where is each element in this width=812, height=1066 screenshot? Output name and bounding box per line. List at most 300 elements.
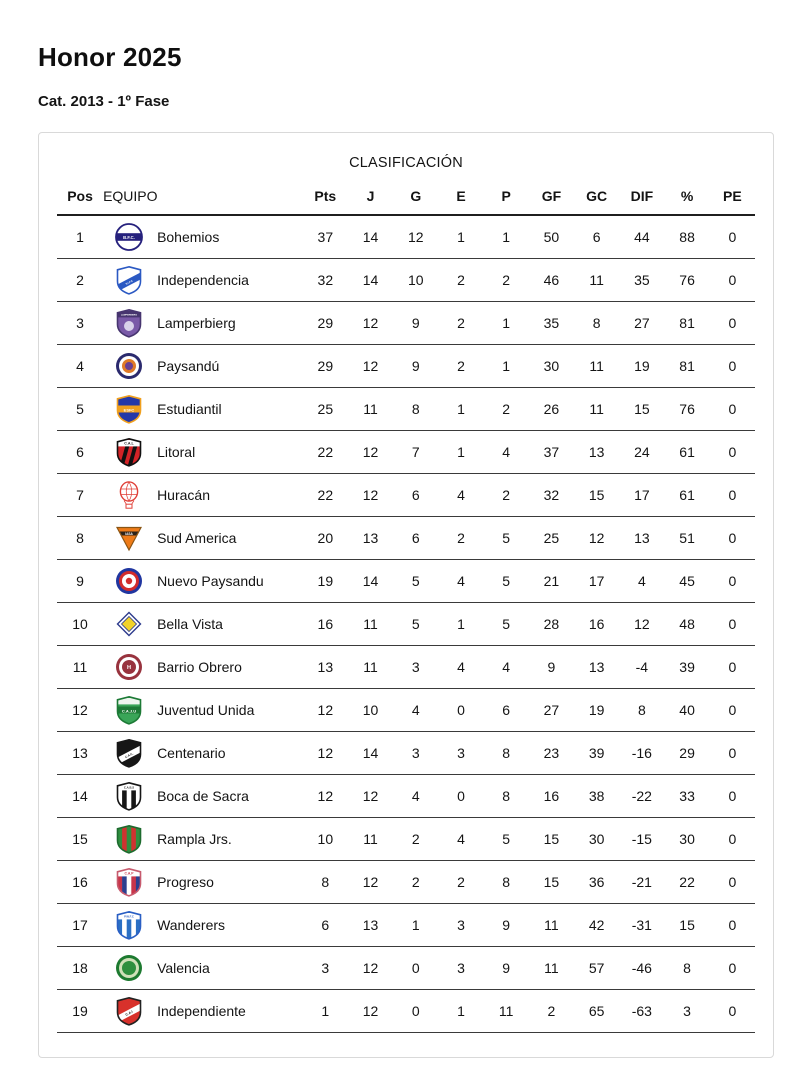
table-row (57, 947, 755, 990)
position-cell: 10 (57, 603, 103, 646)
stat-cell: 2 (438, 517, 483, 560)
stat-cell: 6 (393, 474, 438, 517)
stat-cell: -15 (619, 818, 664, 861)
stat-cell: 8 (393, 388, 438, 431)
stat-cell: 25 (303, 388, 348, 431)
stat-cell: 3 (393, 646, 438, 689)
stat-cell: 0 (710, 560, 755, 603)
stat-cell: 0 (710, 603, 755, 646)
stat-cell: 0 (710, 474, 755, 517)
stat-cell: 2 (438, 259, 483, 302)
stat-cell: 50 (529, 215, 574, 259)
position-cell: 6 (57, 431, 103, 474)
stat-cell: 9 (393, 345, 438, 388)
stat-cell: 29 (303, 302, 348, 345)
stat-cell: 65 (574, 990, 619, 1033)
stat-cell: 8 (619, 689, 664, 732)
stat-cell: 12 (348, 990, 393, 1033)
stat-cell: 32 (529, 474, 574, 517)
stat-cell: 0 (393, 947, 438, 990)
stat-cell: 2 (484, 388, 529, 431)
stat-cell: 15 (529, 818, 574, 861)
table-row (57, 861, 755, 904)
stat-cell: 16 (574, 603, 619, 646)
stat-cell: 8 (484, 775, 529, 818)
stat-cell: 11 (574, 345, 619, 388)
stat-cell: 10 (303, 818, 348, 861)
table-row (57, 904, 755, 947)
stat-cell: 13 (303, 646, 348, 689)
stat-cell: 17 (574, 560, 619, 603)
stat-cell: 1 (438, 603, 483, 646)
table-row (57, 431, 755, 474)
team-name: Rampla Jrs. (157, 831, 232, 847)
position-cell: 13 (57, 732, 103, 775)
stat-cell: 16 (529, 775, 574, 818)
stat-cell: 37 (529, 431, 574, 474)
stat-cell: 3 (303, 947, 348, 990)
stat-cell: 22 (303, 474, 348, 517)
page-subtitle: Cat. 2013 - 1º Fase (38, 93, 170, 110)
table-row (57, 689, 755, 732)
column-header: J (348, 183, 393, 215)
stat-cell: 12 (303, 689, 348, 732)
stat-cell: 15 (529, 861, 574, 904)
stat-cell: 48 (664, 603, 709, 646)
position-cell: 7 (57, 474, 103, 517)
stat-cell: 45 (664, 560, 709, 603)
stat-cell: 0 (710, 689, 755, 732)
stat-cell: 29 (664, 732, 709, 775)
stat-cell: 12 (619, 603, 664, 646)
stat-cell: 7 (393, 431, 438, 474)
stat-cell: 2 (393, 818, 438, 861)
table-row (57, 215, 755, 259)
stat-cell: 4 (438, 646, 483, 689)
stat-cell: 17 (619, 474, 664, 517)
team-cell (103, 646, 303, 689)
stat-cell: 27 (619, 302, 664, 345)
column-header: Pos (57, 183, 103, 215)
position-cell: 1 (57, 215, 103, 259)
stat-cell: 1 (484, 345, 529, 388)
stat-cell: 37 (303, 215, 348, 259)
team-crest-icon (114, 308, 144, 338)
stat-cell: 15 (619, 388, 664, 431)
stat-cell: 33 (664, 775, 709, 818)
column-header: % (664, 183, 709, 215)
stat-cell: 0 (710, 947, 755, 990)
team-name: Boca de Sacra (157, 788, 249, 804)
stat-cell: 0 (710, 990, 755, 1033)
position-cell: 2 (57, 259, 103, 302)
stat-cell: 11 (574, 259, 619, 302)
team-crest-icon (114, 480, 144, 510)
table-row (57, 603, 755, 646)
stat-cell: 3 (438, 947, 483, 990)
stat-cell: 0 (710, 388, 755, 431)
stat-cell: 81 (664, 302, 709, 345)
column-header: PE (710, 183, 755, 215)
stat-cell: 57 (574, 947, 619, 990)
team-cell (103, 861, 303, 904)
svg-text:IASA: IASA (125, 531, 133, 536)
stat-cell: 30 (574, 818, 619, 861)
position-cell: 12 (57, 689, 103, 732)
stat-cell: 25 (529, 517, 574, 560)
stat-cell: 1 (438, 431, 483, 474)
stat-cell: 11 (529, 947, 574, 990)
svg-text:ESFC: ESFC (123, 407, 135, 413)
stat-cell: 35 (529, 302, 574, 345)
stat-cell: 88 (664, 215, 709, 259)
team-name: Barrio Obrero (157, 659, 242, 675)
stat-cell: 1 (303, 990, 348, 1033)
team-name: Bella Vista (157, 616, 223, 632)
team-name: Progreso (157, 874, 214, 890)
stat-cell: 8 (303, 861, 348, 904)
stat-cell: 4 (438, 818, 483, 861)
svg-text:S.I.F.C: S.I.F.C (125, 279, 134, 286)
position-cell: 8 (57, 517, 103, 560)
stat-cell: 22 (664, 861, 709, 904)
svg-text:C.A.B.S: C.A.B.S (123, 785, 135, 790)
position-cell: 17 (57, 904, 103, 947)
stat-cell: 5 (484, 603, 529, 646)
column-header: EQUIPO (103, 183, 303, 215)
team-cell (103, 947, 303, 990)
stat-cell: 16 (303, 603, 348, 646)
stat-cell: 23 (529, 732, 574, 775)
stat-cell: 36 (574, 861, 619, 904)
team-cell (103, 560, 303, 603)
table-row (57, 302, 755, 345)
stat-cell: 0 (710, 775, 755, 818)
stat-cell: 1 (484, 215, 529, 259)
team-crest-icon (114, 394, 144, 424)
stat-cell: 81 (664, 345, 709, 388)
stat-cell: 12 (348, 474, 393, 517)
stat-cell: 30 (664, 818, 709, 861)
table-row (57, 388, 755, 431)
table-row (57, 474, 755, 517)
team-crest-icon (114, 695, 144, 725)
stat-cell: 0 (710, 345, 755, 388)
stat-cell: 1 (438, 990, 483, 1033)
team-crest-icon (114, 781, 144, 811)
table-caption: CLASIFICACIÓN (349, 155, 463, 171)
column-header: DIF (619, 183, 664, 215)
stat-cell: 19 (303, 560, 348, 603)
position-cell: 11 (57, 646, 103, 689)
position-cell: 4 (57, 345, 103, 388)
stat-cell: 2 (529, 990, 574, 1033)
stat-cell: 13 (574, 431, 619, 474)
stat-cell: 9 (393, 302, 438, 345)
table-row (57, 775, 755, 818)
team-crest-icon (114, 222, 144, 252)
stat-cell: 11 (348, 603, 393, 646)
svg-text:B.F.C.: B.F.C. (123, 234, 135, 240)
team-name: Wanderers (157, 917, 226, 933)
stat-cell: 0 (393, 990, 438, 1033)
column-header: G (393, 183, 438, 215)
stat-cell: 38 (574, 775, 619, 818)
svg-text:H: H (127, 665, 132, 671)
stat-cell: 26 (529, 388, 574, 431)
stat-cell: 22 (303, 431, 348, 474)
stat-cell: 29 (303, 345, 348, 388)
stat-cell: -63 (619, 990, 664, 1033)
stat-cell: 13 (619, 517, 664, 560)
stat-cell: 40 (664, 689, 709, 732)
stat-cell: 0 (710, 904, 755, 947)
team-name: Paysandú (157, 358, 220, 374)
stat-cell: 0 (710, 259, 755, 302)
svg-text:C.A.I: C.A.I (124, 1009, 134, 1017)
stat-cell: 12 (348, 302, 393, 345)
team-name: Independiente (157, 1003, 246, 1019)
stat-cell: 12 (393, 215, 438, 259)
team-crest-icon (114, 566, 144, 596)
team-crest-icon (114, 523, 144, 553)
stat-cell: 13 (348, 904, 393, 947)
stat-cell: 4 (438, 560, 483, 603)
stat-cell: 9 (484, 947, 529, 990)
stat-cell: 4 (484, 646, 529, 689)
team-cell (103, 259, 303, 302)
stat-cell: 2 (484, 259, 529, 302)
stat-cell: 39 (574, 732, 619, 775)
team-cell (103, 215, 303, 259)
stat-cell: 61 (664, 474, 709, 517)
team-crest-icon (114, 953, 144, 983)
column-header: P (484, 183, 529, 215)
position-cell: 9 (57, 560, 103, 603)
team-cell (103, 818, 303, 861)
team-cell (103, 517, 303, 560)
stat-cell: 3 (393, 732, 438, 775)
team-cell (103, 345, 303, 388)
stat-cell: 4 (438, 474, 483, 517)
stat-cell: -22 (619, 775, 664, 818)
stat-cell: 76 (664, 259, 709, 302)
stat-cell: 0 (710, 215, 755, 259)
team-cell (103, 732, 303, 775)
stat-cell: 6 (484, 689, 529, 732)
svg-text:P.W.F.C: P.W.F.C (124, 914, 134, 919)
team-name: Bohemios (157, 229, 220, 245)
stat-cell: 8 (484, 861, 529, 904)
stat-cell: 9 (484, 904, 529, 947)
team-name: Huracán (157, 487, 210, 503)
stat-cell: 0 (438, 775, 483, 818)
stat-cell: 4 (393, 775, 438, 818)
standings-card (38, 132, 774, 1058)
team-name: Juventud Unida (157, 702, 255, 718)
stat-cell: 0 (710, 646, 755, 689)
stat-cell: 14 (348, 215, 393, 259)
svg-text:LAMPERBIERG: LAMPERBIERG (120, 314, 138, 317)
position-cell: 5 (57, 388, 103, 431)
stat-cell: 24 (619, 431, 664, 474)
stat-cell: 12 (303, 775, 348, 818)
team-name: Estudiantil (157, 401, 222, 417)
stat-cell: 12 (348, 947, 393, 990)
position-cell: 16 (57, 861, 103, 904)
position-cell: 14 (57, 775, 103, 818)
stat-cell: 6 (303, 904, 348, 947)
stat-cell: 14 (348, 732, 393, 775)
stat-cell: 3 (438, 732, 483, 775)
stat-cell: 0 (710, 818, 755, 861)
table-row (57, 517, 755, 560)
team-cell (103, 689, 303, 732)
team-crest-icon (114, 265, 144, 295)
team-cell (103, 302, 303, 345)
svg-text:C.A.L: C.A.L (124, 441, 134, 446)
table-row (57, 646, 755, 689)
svg-text:C.A.C.: C.A.C. (124, 751, 135, 760)
stat-cell: 61 (664, 431, 709, 474)
team-name: Sud America (157, 530, 237, 546)
stat-cell: 0 (438, 689, 483, 732)
table-row (57, 345, 755, 388)
stat-cell: 1 (484, 302, 529, 345)
stat-cell: 5 (393, 603, 438, 646)
stat-cell: 1 (438, 215, 483, 259)
stat-cell: 2 (438, 302, 483, 345)
table-row (57, 818, 755, 861)
team-name: Centenario (157, 745, 226, 761)
stat-cell: 0 (710, 732, 755, 775)
stat-cell: 11 (348, 818, 393, 861)
team-crest-icon (114, 351, 144, 381)
stat-cell: 4 (393, 689, 438, 732)
stat-cell: 3 (664, 990, 709, 1033)
stat-cell: 30 (529, 345, 574, 388)
stat-cell: 11 (574, 388, 619, 431)
team-crest-icon (114, 910, 144, 940)
stat-cell: 11 (348, 646, 393, 689)
stat-cell: 15 (574, 474, 619, 517)
stat-cell: 76 (664, 388, 709, 431)
position-cell: 3 (57, 302, 103, 345)
stat-cell: 19 (619, 345, 664, 388)
stat-cell: 11 (529, 904, 574, 947)
position-cell: 18 (57, 947, 103, 990)
team-cell (103, 775, 303, 818)
team-cell (103, 474, 303, 517)
team-name: Nuevo Paysandu (157, 573, 264, 589)
stat-cell: 28 (529, 603, 574, 646)
column-header: GF (529, 183, 574, 215)
stat-cell: 14 (348, 259, 393, 302)
position-cell: 15 (57, 818, 103, 861)
stat-cell: 8 (664, 947, 709, 990)
stat-cell: 3 (438, 904, 483, 947)
stat-cell: 32 (303, 259, 348, 302)
stat-cell: 12 (348, 861, 393, 904)
stat-cell: 42 (574, 904, 619, 947)
stat-cell: 6 (574, 215, 619, 259)
stat-cell: 0 (710, 517, 755, 560)
stat-cell: 5 (484, 517, 529, 560)
stat-cell: 12 (303, 732, 348, 775)
stat-cell: 0 (710, 302, 755, 345)
stat-cell: -16 (619, 732, 664, 775)
stat-cell: 4 (484, 431, 529, 474)
team-name: Litoral (157, 444, 196, 460)
stat-cell: 1 (393, 904, 438, 947)
stat-cell: 12 (348, 431, 393, 474)
stat-cell: 5 (484, 818, 529, 861)
stat-cell: 46 (529, 259, 574, 302)
stat-cell: 12 (348, 775, 393, 818)
stat-cell: 13 (574, 646, 619, 689)
stat-cell: 2 (438, 861, 483, 904)
stat-cell: 2 (484, 474, 529, 517)
column-header: E (438, 183, 483, 215)
stat-cell: 19 (574, 689, 619, 732)
team-name: Valencia (157, 960, 210, 976)
stat-cell: 11 (348, 388, 393, 431)
table-header-row (57, 183, 755, 215)
position-cell: 19 (57, 990, 103, 1033)
table-row (57, 990, 755, 1033)
stat-cell: 21 (529, 560, 574, 603)
team-cell (103, 431, 303, 474)
stat-cell: 1 (438, 388, 483, 431)
stat-cell: 35 (619, 259, 664, 302)
svg-text:C.A.J.U: C.A.J.U (121, 708, 137, 714)
stat-cell: 12 (348, 345, 393, 388)
team-cell (103, 990, 303, 1033)
stat-cell: 27 (529, 689, 574, 732)
stat-cell: 0 (710, 431, 755, 474)
table-row (57, 560, 755, 603)
stat-cell: 8 (574, 302, 619, 345)
team-crest-icon (114, 738, 144, 768)
stat-cell: 6 (393, 517, 438, 560)
column-header: Pts (303, 183, 348, 215)
stat-cell: 11 (484, 990, 529, 1033)
team-crest-icon (114, 609, 144, 639)
team-crest-icon (114, 437, 144, 467)
stat-cell: 2 (438, 345, 483, 388)
stat-cell: 2 (393, 861, 438, 904)
stat-cell: 8 (484, 732, 529, 775)
stat-cell: 51 (664, 517, 709, 560)
stat-cell: 13 (348, 517, 393, 560)
stat-cell: -31 (619, 904, 664, 947)
stat-cell: 12 (574, 517, 619, 560)
stat-cell: 5 (393, 560, 438, 603)
stat-cell: 39 (664, 646, 709, 689)
page-title: Honor 2025 (38, 42, 182, 72)
team-cell (103, 388, 303, 431)
stat-cell: 15 (664, 904, 709, 947)
table-row (57, 732, 755, 775)
team-name: Lamperbierg (157, 315, 236, 331)
stat-cell: 20 (303, 517, 348, 560)
team-crest-icon (114, 652, 144, 682)
stat-cell: 14 (348, 560, 393, 603)
stat-cell: -4 (619, 646, 664, 689)
stat-cell: 10 (348, 689, 393, 732)
team-crest-icon (114, 824, 144, 854)
stat-cell: 5 (484, 560, 529, 603)
